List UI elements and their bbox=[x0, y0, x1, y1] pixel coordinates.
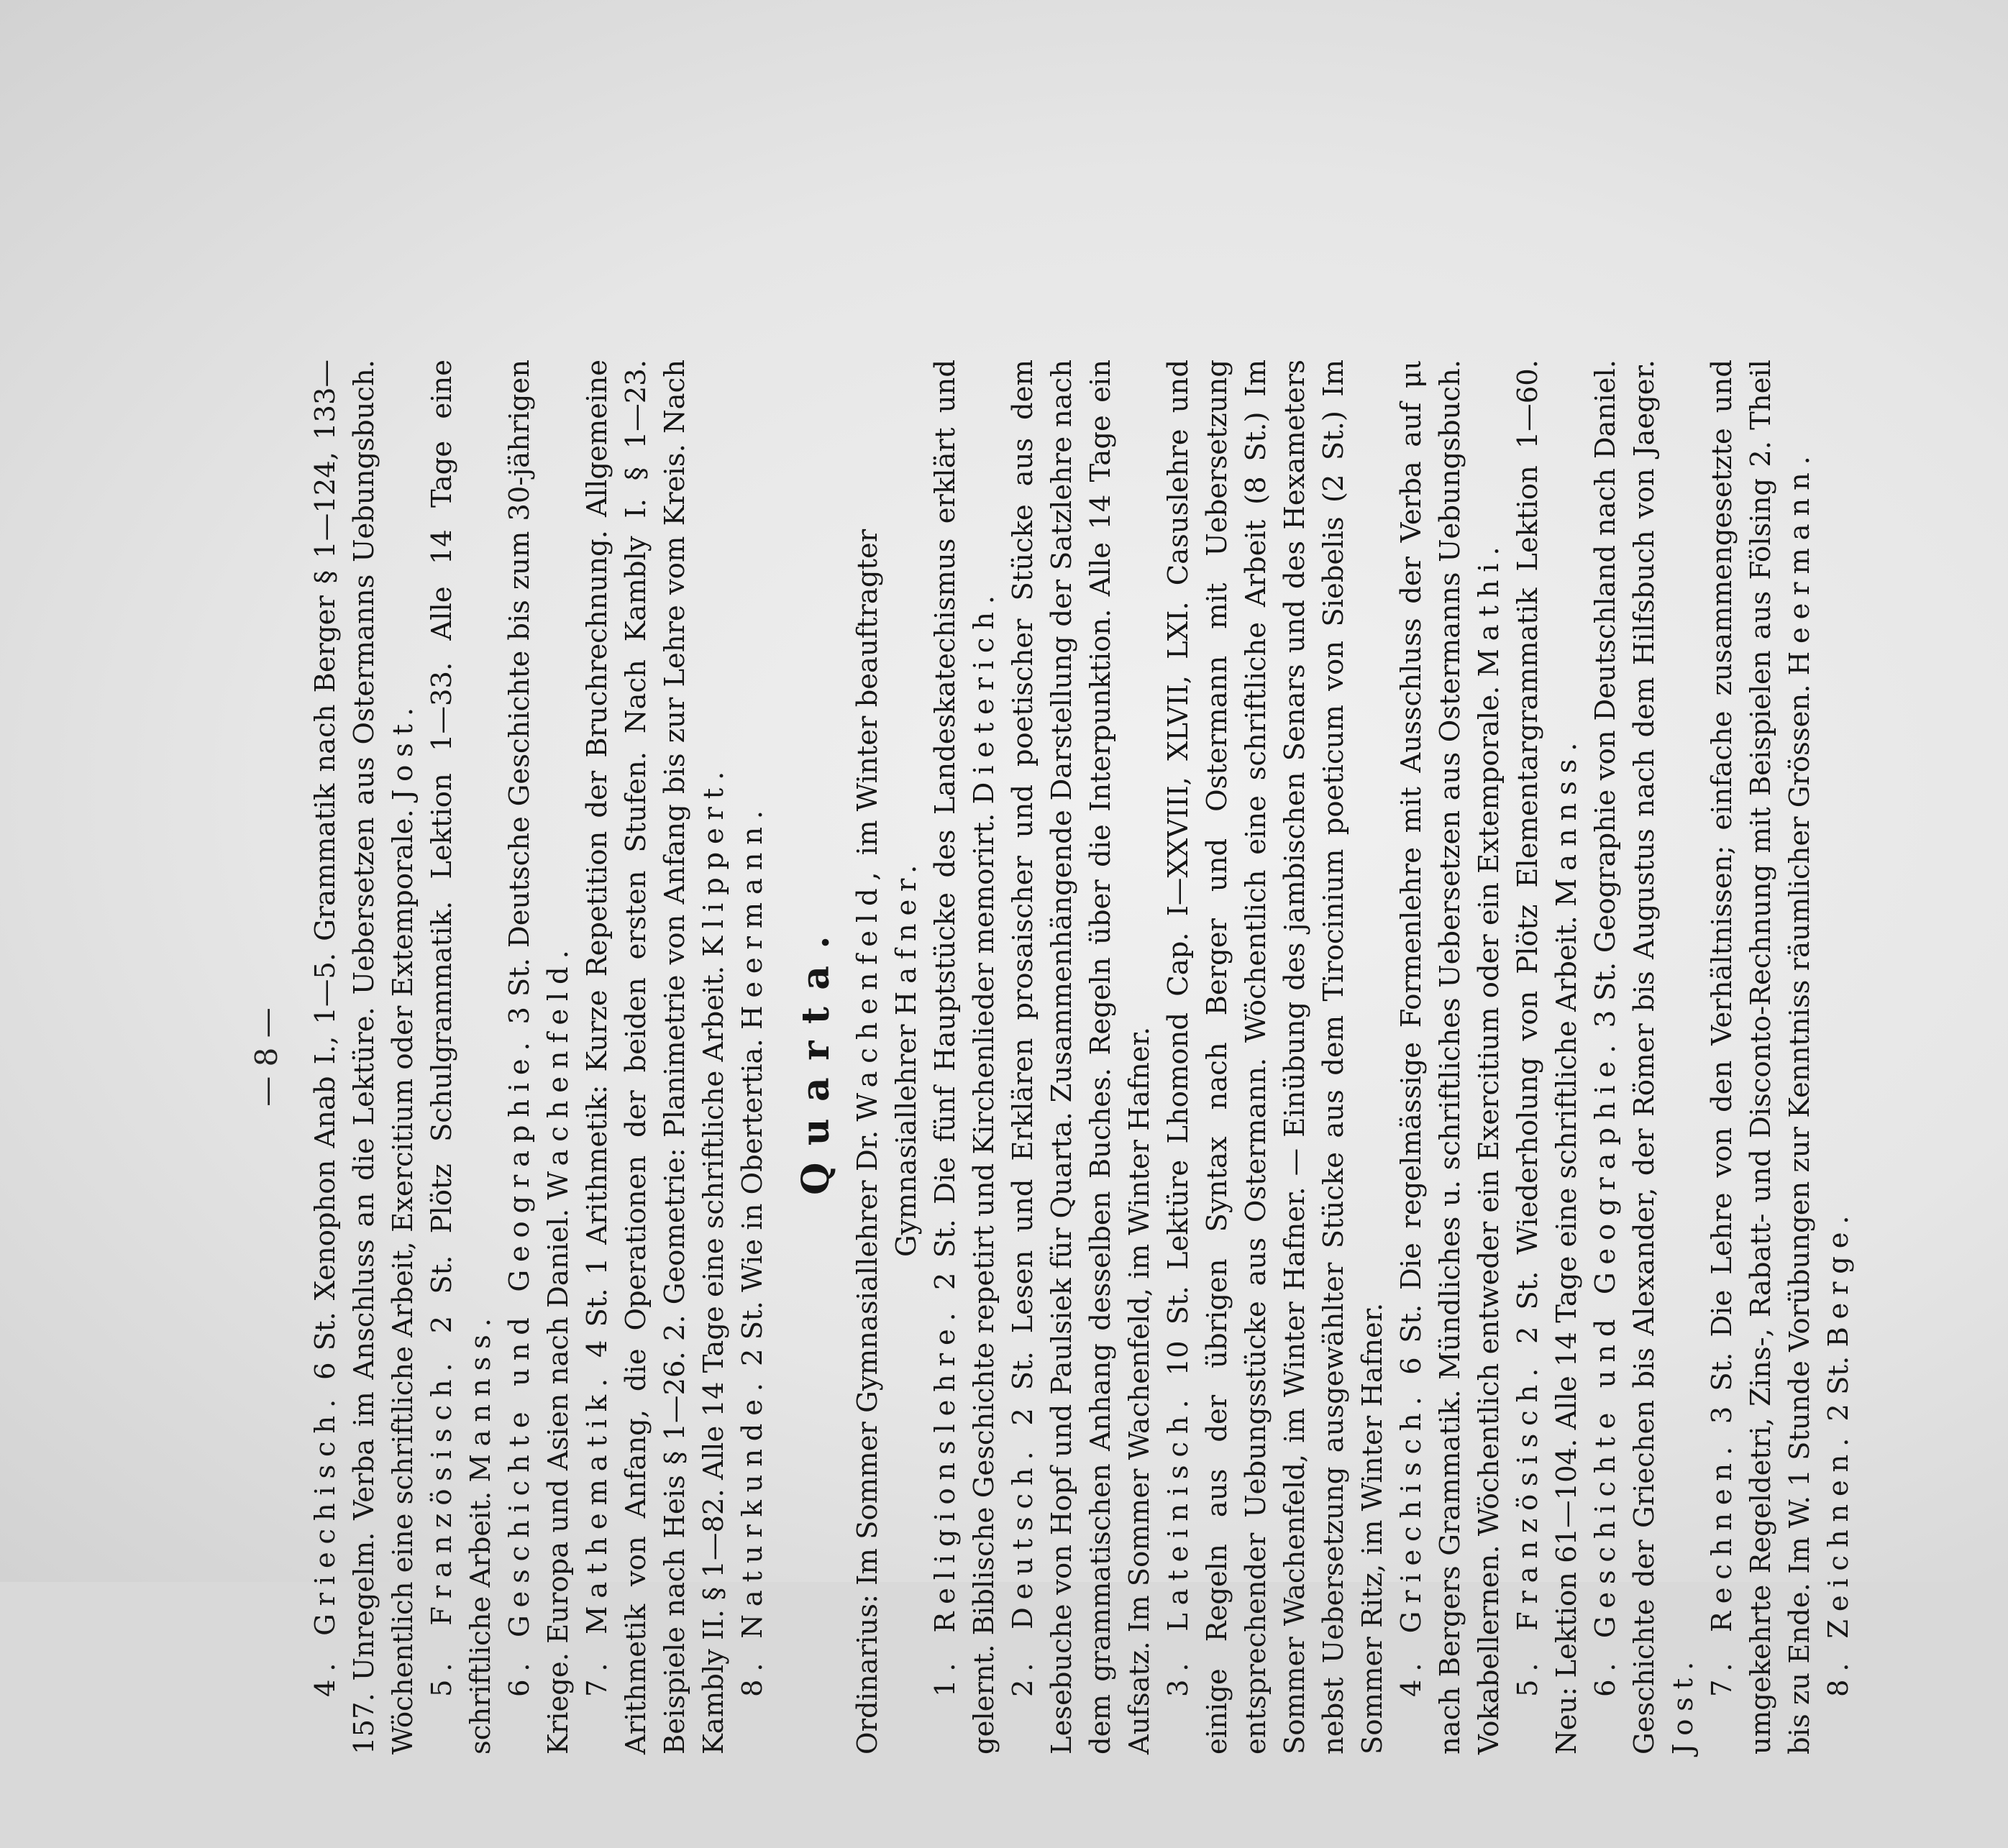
teacher-name: Mannss. bbox=[1551, 734, 1583, 907]
curriculum-item bbox=[1587, 360, 1703, 1755]
ordinarius-text: Gymnasiallehrer bbox=[890, 1024, 923, 1258]
subject-heading: 7. Rechnen. bbox=[1706, 1439, 1738, 1697]
page-number: — 8 — bbox=[249, 1007, 284, 1107]
curriculum-item bbox=[423, 360, 501, 1755]
curriculum-item bbox=[926, 360, 1004, 1755]
teacher-name: Jost. bbox=[387, 700, 419, 801]
curriculum-item bbox=[1703, 360, 1820, 1755]
subject-body: 2 St. Plötz Schulgrammatik. Lektion 1—33. Alle 14 Tage eine schriftliche Arbeit. bbox=[426, 360, 497, 1755]
subject-body: 2 St. Wie in Obertertia. bbox=[736, 1038, 769, 1366]
curriculum-item bbox=[578, 360, 734, 1755]
section-title: Quarta. bbox=[794, 919, 838, 1195]
subject-heading: 1. Religionslehre. bbox=[929, 1304, 962, 1697]
teacher-name: Klippert. bbox=[698, 764, 730, 957]
curriculum-item bbox=[501, 360, 578, 1755]
subject-body: 3 St. Geographie von Deutschland nach Daniel. Geschichte der Griechen bis Alexander, der Römer bis Augustus nach dem Hilfsbuch von Jaeger. bbox=[1589, 360, 1661, 1755]
teacher-name: Hafner. bbox=[890, 856, 923, 1016]
curriculum-item bbox=[1392, 360, 1509, 1755]
subject-body: 3 St. Die Lehre von den Verhältnissen; einfache zusammengesetzte und umgekehrte Regeldetri, Zins-, Rabatt- und Disconto-Rechnung mit Beispielen aus Fölsing 2. Theil bis zu Ende. Im W. 1 Stunde Vorübungen zur Kenntniss räumlicher Grössen. bbox=[1706, 360, 1816, 1755]
subject-heading: 3. Lateinisch. bbox=[1162, 1391, 1195, 1697]
subject-body: 2 St. Lesen und Erklären prosaischer und poetischer Stücke aus dem Lesebuche von Hopf und Paulsiek für Quarta. Zusammenhängende Darstellung der Satzlehre nach dem grammatischen Anhang desselben Buches. Regeln über die Interpunktion. Alle 14 Tage ein Aufsatz. Im Sommer Wachenfeld, im Winter Hafner. bbox=[1007, 360, 1156, 1755]
subject-body: 3 St. Deutsche Geschichte bis zum 30-jährigen Kriege. Europa und Asien nach Daniel. bbox=[503, 360, 575, 1755]
curriculum-item bbox=[734, 360, 772, 1755]
teacher-name: Mathi. bbox=[1473, 539, 1505, 677]
ordinarius-text: Im Sommer Gymnasiallehrer Dr. bbox=[852, 1130, 884, 1586]
subject-heading: 8. Naturkunde. bbox=[736, 1375, 769, 1697]
curriculum-item bbox=[1820, 360, 1858, 1755]
ordinarius-line bbox=[849, 360, 887, 1755]
subject-heading: 5. Französisch. bbox=[1512, 1360, 1544, 1697]
teacher-name: Wachenfeld. bbox=[542, 942, 575, 1200]
curriculum-item bbox=[1004, 360, 1159, 1755]
subject-heading: 7. Mathematik. bbox=[581, 1371, 613, 1697]
subject-body: 10 St. Lektüre Lhomond Cap. I—XXVIII, XLVII, LXI. Casuslehre und einige Regeln aus der übrigen Syntax nach Berger und Ostermann mit Uebersetzung entsprechender Uebungsstücke aus Ostermann. Wöchentlich eine schriftliche Arbeit (8 St.) Im Sommer Wachenfeld, im Winter Hafner. — Einübung des jambischen Senars und des Hexameters nebst Uebersetzung ausgewählter Stücke aus dem Tirocinium poeticum von Siebelis (2 St.) Im Sommer Ritz, im Winter Hafner. bbox=[1162, 360, 1389, 1755]
subject-heading: 8. Zeichnen. bbox=[1822, 1430, 1855, 1697]
ordinarius-label: Ordinarius: bbox=[852, 1594, 884, 1755]
teacher-name: Heermann. bbox=[736, 802, 769, 1030]
ordinarius-line-2 bbox=[887, 360, 926, 1755]
subject-body: 2 St. Wiederholung von Plötz Elementargrammatik Lektion 1—60. Neu: Lektion 61—104. Alle 14 Tage eine schriftliche Arbeit. bbox=[1512, 360, 1583, 1755]
subject-body: 4 St. 1 Arithmetik: Kurze Repetition der Bruchrechnung. Allgemeine Arithmetik von Anfang, die Operationen der beiden ersten Stufen. Nach Kambly I. § 1—23. Beispiele nach Heis § 1—26. 2. Geometrie: Planimetrie von Anfang bis zur Lehre vom Kreis. Nach Kambly II. § 1—82. Alle 14 Tage eine schriftliche Arbeit. bbox=[581, 360, 730, 1755]
subject-heading: 6. Geschichte und Geographie. bbox=[503, 1034, 536, 1697]
curriculum-item bbox=[1509, 360, 1587, 1755]
teacher-name: Jost. bbox=[1667, 1654, 1699, 1755]
teacher-name: Wachenfeld, bbox=[852, 864, 884, 1122]
subject-heading: 6. Geschichte und Geographie. bbox=[1589, 1037, 1622, 1697]
subject-heading: 5. Französisch. bbox=[426, 1355, 458, 1697]
teacher-name: Heermann. bbox=[1784, 448, 1816, 676]
subject-heading: 4. Griechisch. bbox=[309, 1391, 342, 1697]
curriculum-item bbox=[306, 360, 423, 1755]
subject-body: 6 St. Xenophon Anab I., 1—5. Grammatik nach Berger § 1—124, 133—157. Unregelm. Verba im Anschluss an die Lektüre. Uebersetzen aus Ostermanns Uebungsbuch. Wöchentlich eine schriftliche Arbeit, Exercitium oder Extemporale. bbox=[309, 360, 419, 1755]
curriculum-item bbox=[1159, 360, 1392, 1755]
subject-body: 6 St. Die regelmässige Formenlehre mit Ausschluss der Verba auf μι nach Bergers Grammatik. Mündliches u. schriftliches Uebersetzen aus Ostermanns Uebungsbuch. Vokabellernen. Wöchentlich entweder ein Exercitium oder ein Extemporale. bbox=[1395, 360, 1505, 1755]
rotated-page bbox=[213, 266, 1889, 1848]
teacher-name: Mannss. bbox=[465, 1310, 497, 1483]
teacher-name: Dieterich. bbox=[968, 587, 1000, 805]
subject-heading: 2. Deutsch. bbox=[1007, 1443, 1039, 1697]
subject-body: 2 St. Die fünf Hauptstücke des Landeskatechismus erklärt und gelernt. Biblische Geschichte repetirt und Kirchenlieder memorirt. bbox=[929, 360, 1000, 1755]
subject-body: 2 St. bbox=[1822, 1355, 1855, 1422]
text-column bbox=[306, 360, 1858, 1755]
subject-heading: 4. Griechisch. bbox=[1395, 1389, 1428, 1697]
teacher-name: Berge. bbox=[1822, 1207, 1855, 1348]
ordinarius-text: im Winter beauftragter bbox=[852, 529, 884, 856]
